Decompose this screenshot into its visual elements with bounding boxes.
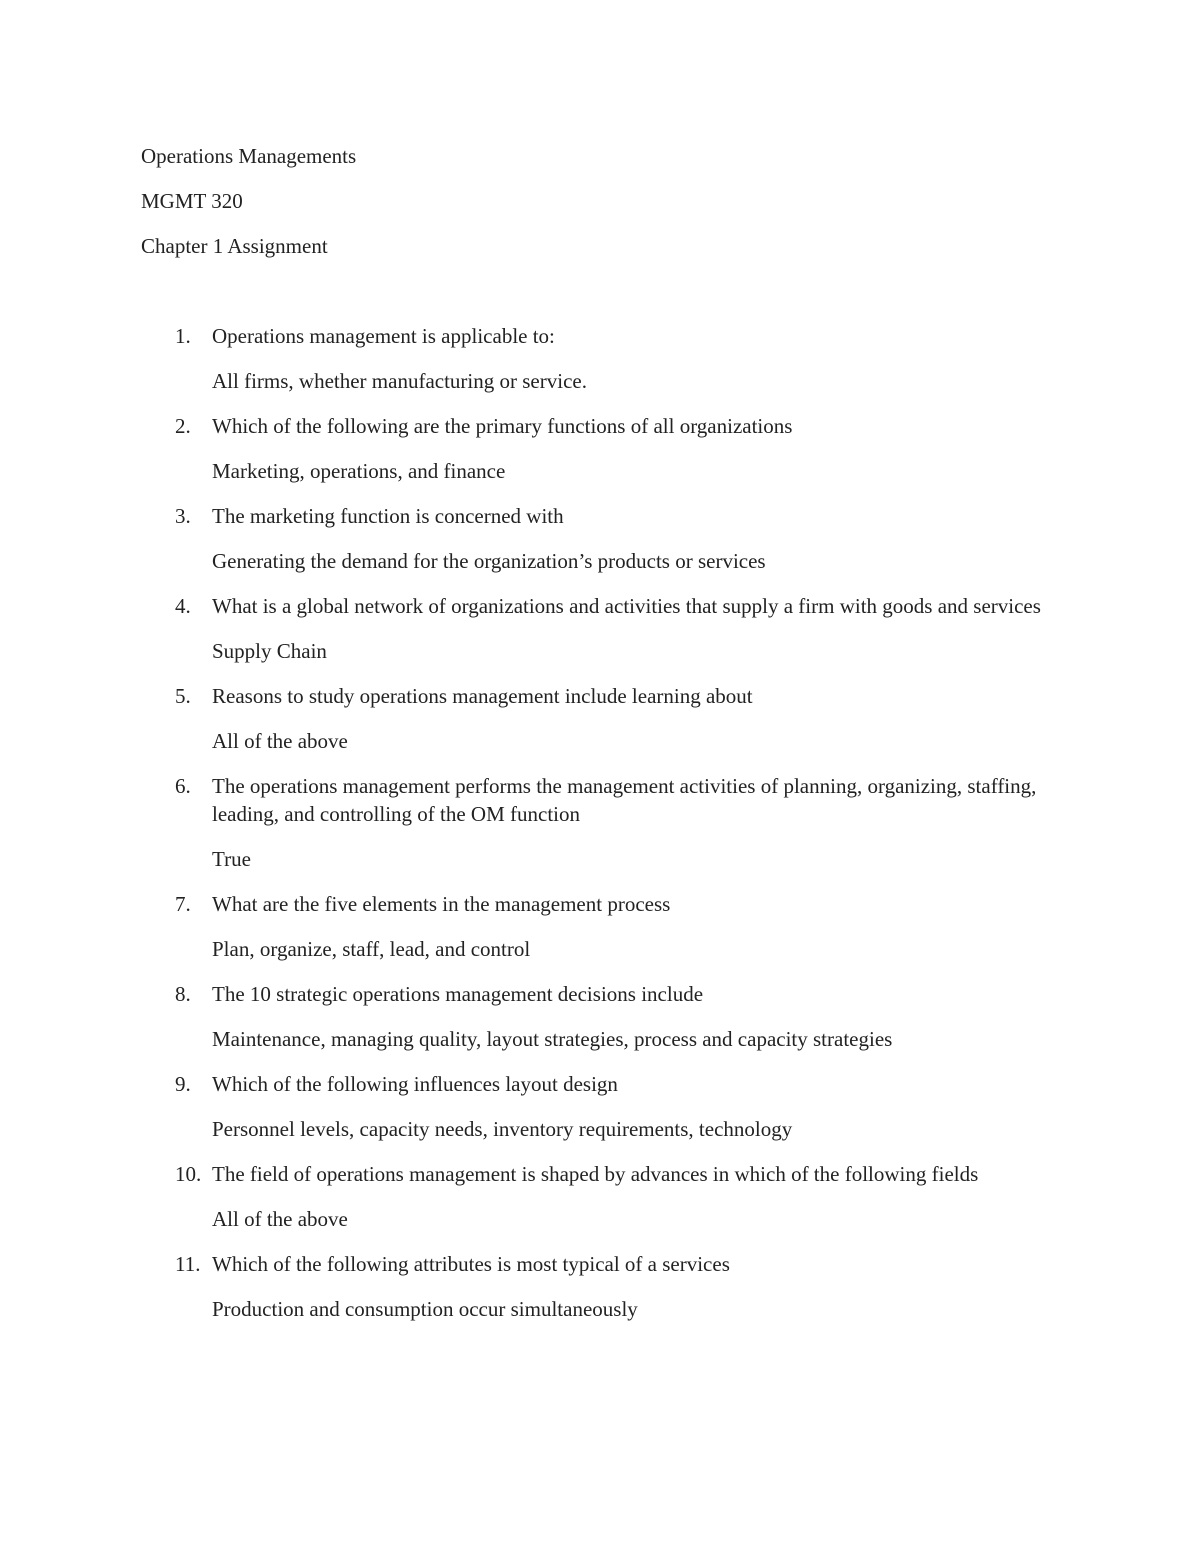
answer-text: Plan, organize, staff, lead, and control — [212, 937, 531, 961]
question-item — [141, 1250, 1063, 1323]
question-item — [141, 592, 1063, 665]
assignment-title: Chapter 1 Assignment — [141, 234, 328, 258]
question-text: Which of the following attributes is most typical of a services — [212, 1252, 730, 1276]
question-item — [141, 412, 1063, 485]
question-text: Operations management is applicable to: — [212, 324, 555, 348]
answer-text: Personnel levels, capacity needs, inventory requirements, technology — [212, 1117, 793, 1141]
course-title: Operations Managements — [141, 144, 357, 168]
answer-text: All of the above — [212, 1207, 348, 1231]
question-number: 2. — [175, 414, 191, 438]
answer-text: All firms, whether manufacturing or service. — [212, 369, 587, 393]
answer-text: All of the above — [212, 729, 348, 753]
question-number: 4. — [175, 594, 191, 618]
question-text: What are the five elements in the management process — [212, 892, 671, 916]
question-number: 8. — [175, 982, 191, 1006]
question-number: 5. — [175, 684, 191, 708]
question-text: Which of the following are the primary functions of all organizations — [212, 414, 793, 438]
question-item — [141, 682, 1063, 755]
question-text: Reasons to study operations management include learning about — [212, 684, 753, 708]
question-item — [141, 1070, 1063, 1143]
question-item — [141, 772, 1063, 873]
answer-text: Maintenance, managing quality, layout strategies, process and capacity strategies — [212, 1027, 893, 1051]
question-item — [141, 980, 1063, 1053]
question-number: 6. — [175, 774, 191, 798]
question-text: What is a global network of organizations and activities that supply a firm with goods and services — [212, 594, 1041, 618]
answer-text: Supply Chain — [212, 639, 327, 663]
question-text: The 10 strategic operations management decisions include — [212, 982, 704, 1006]
question-item — [141, 890, 1063, 963]
answer-text: Production and consumption occur simultaneously — [212, 1297, 638, 1321]
answer-text: Generating the demand for the organization’s products or services — [212, 549, 766, 573]
question-text: Which of the following influences layout design — [212, 1072, 618, 1096]
question-number: 7. — [175, 892, 191, 916]
answer-text: Marketing, operations, and finance — [212, 459, 506, 483]
document-header — [141, 142, 1061, 277]
question-number: 9. — [175, 1072, 191, 1096]
question-text: The field of operations management is shaped by advances in which of the following fields — [212, 1162, 979, 1186]
question-number: 1. — [175, 324, 191, 348]
answer-text: True — [212, 847, 251, 871]
question-list — [141, 322, 1063, 1340]
question-item — [141, 322, 1063, 395]
question-text: The marketing function is concerned with — [212, 504, 564, 528]
question-number: 11. — [175, 1252, 201, 1276]
question-item — [141, 502, 1063, 575]
question-text: The operations management performs the management activities of planning, organizing, staffing, leading, and controlling of the OM function — [212, 774, 1037, 826]
course-code: MGMT 320 — [141, 189, 243, 213]
question-number: 3. — [175, 504, 191, 528]
question-number: 10. — [175, 1162, 202, 1186]
question-item — [141, 1160, 1063, 1233]
